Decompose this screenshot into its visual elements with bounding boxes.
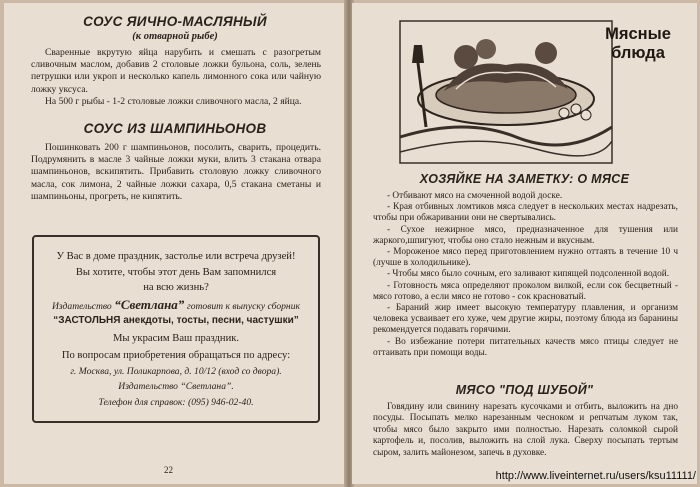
meat-notes-title: ХОЗЯЙКЕ НА ЗАМЕТКУ: О МЯСЕ	[419, 172, 630, 186]
meat-notes-list	[373, 191, 678, 359]
advertisement-box	[32, 235, 320, 423]
mushroom-sauce-text: Пошинковать 200 г шампиньонов, посолить, сварить, процедить. Подрумянить в масле 3 чайные ложки муки, влить 3 стакана отвара шампиньонов, вскипятить. Прибавить столовую ложку сливочного масла, сок лимона, 2 чайные ложки сахара, 0,5 стакана сметаны и шампиньоны, прогреть, не кипятить.	[31, 142, 321, 202]
section-title: Мясные блюда	[605, 25, 671, 62]
ad-phone: Телефон для справок: (095) 946-02-40.	[98, 397, 254, 408]
left-page	[4, 3, 346, 484]
page-number: 22	[164, 465, 173, 475]
list-item: - Края отбивных ломтиков мяса следует в нескольких местах надрезать, чтобы при обжаривании они не свертывались.	[373, 202, 678, 224]
list-item: - Бараний жир имеет высокую температуру плавления, и организм человека усваивает его хуже, чем другие жиры, поэтому блюда из баранины рекомендуется подавать горячими.	[373, 303, 678, 336]
ad-line-1: У Вас в доме праздник, застолье или встреча друзей!	[56, 251, 296, 262]
list-item: - Чтобы мясо было сочным, его заливают кипящей подсоленной водой.	[387, 269, 670, 280]
list-item: - Во избежание потери питательных качеств мясо птицы следует не оттаивать при помощи воды.	[373, 336, 678, 358]
egg-butter-sauce-note: На 500 г рыбы - 1-2 столовые ложки сливочного масла, 2 яйца.	[45, 96, 302, 107]
brand-logo-text: “Светлана”	[114, 297, 185, 312]
mushroom-sauce-title: СОУС ИЗ ШАМПИНЬОНОВ	[83, 121, 267, 136]
ad-publisher-name: Издательство “Светлана”.	[118, 381, 234, 392]
egg-butter-sauce-text: Сваренные вкрутую яйца нарубить и смешать с разогретым сливочным маслом, добавив 2 столовые ложки бульона, соль, зелень петрушки или укроп и несколько капель лимонного сока или чайную ложку уксуса.	[31, 47, 321, 95]
list-item: - Готовность мяса определяют проколом вилкой, если сок бесцветный - мясо готово, а если мясо не готово - сок красноватый.	[373, 280, 678, 302]
meat-under-coat-text: Говядину или свинину нарезать кусочками и отбить, выложить на дно посуды. Посыпать мелко нарезанным чесноком и репчатым луком так, чтобы мясо было закрыто ими полностью. Нарезать соломкой сырой картофель и, посолив, выложить на слой лука. Сверху посыпать тертым сыром, залить майонезом, запечь в духовке.	[373, 402, 678, 458]
ad-contact-intro: По вопросам приобретения обращаться по адресу:	[61, 350, 291, 361]
egg-butter-sauce-title: СОУС ЯИЧНО-МАСЛЯНЫЙ	[83, 14, 267, 29]
right-page	[352, 3, 697, 484]
list-item: - Сухое нежирное мясо, предназначенное для тушения или жаркого,шпигуют, чтобы оно стало нежным и вкусным.	[373, 224, 678, 246]
egg-butter-sauce-subtitle: (к отварной рыбе)	[132, 31, 218, 42]
meat-dish-illustration	[396, 17, 616, 167]
publisher-suffix: готовит к выпуску сборник	[186, 301, 300, 312]
ad-publisher-line	[34, 297, 318, 313]
ad-collection: “ЗАСТОЛЬНЯ анекдоты, тосты, песни, частушки”	[53, 315, 299, 326]
list-item: - Мороженое мясо перед приготовлением нужно оттаять в течение 10 ч (лучше в холодильнике).	[373, 247, 678, 269]
ad-line-2: Вы хотите, чтобы этот день Вам запомнился	[75, 267, 277, 278]
meat-under-coat-title: МЯСО "ПОД ШУБОЙ"	[455, 383, 594, 397]
watermark-url: http://www.liveinternet.ru/users/ksu11111/	[495, 470, 696, 482]
ad-address: г. Москва, ул. Поликарпова, д. 10/12 (вход со двора).	[70, 366, 282, 377]
publisher-prefix: Издательство	[52, 301, 112, 312]
ad-line-3: на всю жизнь?	[143, 282, 209, 293]
list-item: - Отбивают мясо на смоченной водой доске.	[387, 191, 563, 201]
ad-slogan: Мы украсим Ваш праздник.	[112, 333, 240, 344]
